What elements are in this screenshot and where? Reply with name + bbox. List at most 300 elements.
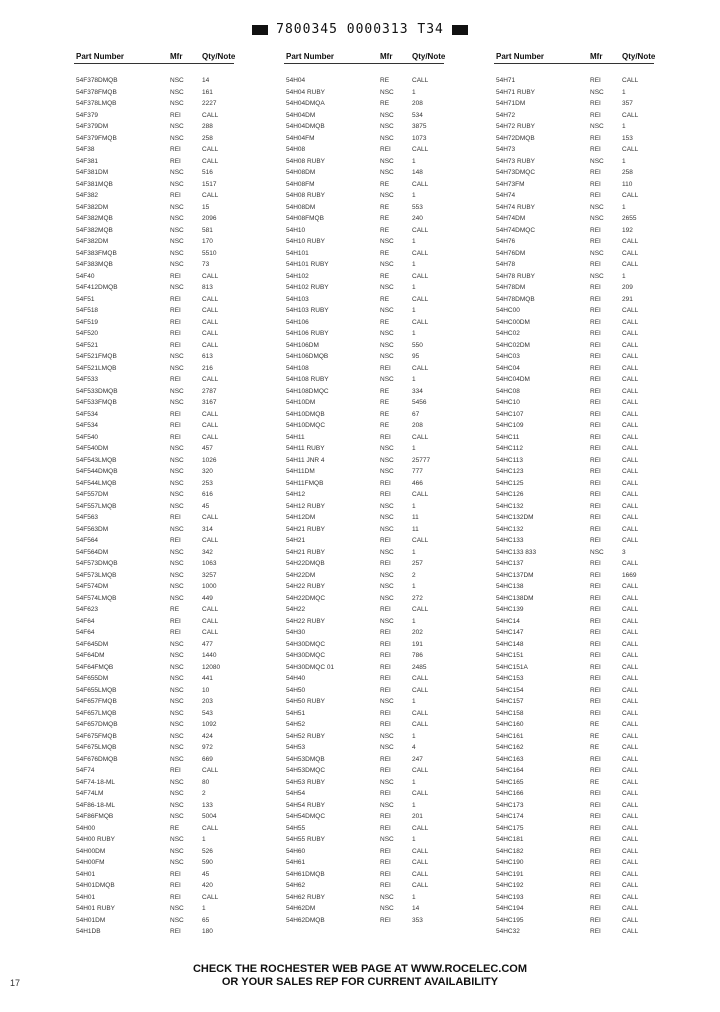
qty-note-cell: 357 bbox=[622, 100, 633, 107]
mfr-cell: NSC bbox=[170, 215, 184, 222]
table-row bbox=[284, 271, 444, 283]
table-row bbox=[494, 777, 654, 789]
mfr-cell: REI bbox=[170, 629, 181, 636]
part-number-cell: 54H12 RUBY bbox=[286, 502, 326, 510]
part-number-cell: 54H62DMQB bbox=[286, 916, 325, 924]
mfr-cell: REI bbox=[380, 709, 391, 717]
part-number-cell: 54H74 RUBY bbox=[496, 203, 536, 211]
part-number-cell: 54HC157 bbox=[496, 698, 524, 705]
mfr-cell: REI bbox=[590, 905, 601, 912]
table-row bbox=[284, 800, 444, 812]
qty-note-cell: CALL bbox=[622, 744, 639, 751]
qty-note-cell: 616 bbox=[202, 491, 213, 498]
table-row bbox=[74, 719, 234, 731]
table-row bbox=[74, 87, 234, 99]
part-number-cell: 54HC133 bbox=[496, 537, 524, 544]
qty-note-cell: CALL bbox=[202, 410, 219, 418]
mfr-cell: REI bbox=[590, 594, 601, 602]
table-row bbox=[284, 294, 444, 306]
table-header bbox=[494, 50, 654, 64]
part-number-cell: 54H73 bbox=[496, 146, 516, 153]
mfr-cell: REI bbox=[590, 284, 601, 291]
mfr-cell: REI bbox=[590, 353, 601, 360]
part-number-cell: 54H76DM bbox=[496, 249, 526, 257]
part-number-cell: 54HC151 bbox=[496, 652, 524, 659]
qty-note-cell: CALL bbox=[412, 226, 429, 234]
mfr-cell: NSC bbox=[170, 123, 184, 130]
qty-note-cell: CALL bbox=[622, 353, 639, 360]
table-row bbox=[74, 75, 234, 87]
part-number-cell: 54F574LMQB bbox=[76, 594, 117, 602]
table-row bbox=[494, 397, 654, 409]
qty-note-cell: CALL bbox=[622, 767, 639, 774]
mfr-cell: REI bbox=[380, 479, 391, 487]
table-row bbox=[494, 236, 654, 248]
table-row bbox=[284, 616, 444, 628]
table-row bbox=[284, 593, 444, 605]
table-row bbox=[74, 926, 234, 938]
qty-note-cell: 1073 bbox=[412, 134, 427, 142]
part-number-cell: 54H78 RUBY bbox=[496, 272, 536, 280]
qty-note-cell: CALL bbox=[412, 77, 429, 84]
part-number-cell: 54H12 bbox=[286, 491, 306, 498]
mfr-cell: NSC bbox=[170, 77, 184, 84]
mfr-cell: RE bbox=[170, 824, 180, 832]
mfr-cell: RE bbox=[380, 180, 390, 188]
table-row bbox=[74, 443, 234, 455]
qty-note-cell: CALL bbox=[412, 249, 429, 257]
qty-note-cell: CALL bbox=[622, 468, 639, 475]
table-row bbox=[494, 581, 654, 593]
qty-note-cell: 73 bbox=[202, 261, 210, 268]
mfr-cell: REI bbox=[380, 767, 391, 774]
part-number-cell: 54HC173 bbox=[496, 801, 524, 809]
mfr-cell: REI bbox=[590, 468, 601, 475]
part-number-cell: 54HC190 bbox=[496, 859, 524, 866]
table-row bbox=[284, 363, 444, 375]
mfr-cell: NSC bbox=[170, 203, 184, 211]
mfr-cell: REI bbox=[590, 537, 601, 544]
qty-note-cell: 1 bbox=[622, 88, 626, 96]
part-number-cell: 54H08 RUBY bbox=[286, 192, 326, 199]
table-row bbox=[284, 524, 444, 536]
qty-note-cell: 1 bbox=[412, 698, 416, 705]
table-row bbox=[494, 685, 654, 697]
qty-note-cell: 1 bbox=[622, 157, 626, 165]
qty-note-cell: 170 bbox=[202, 238, 213, 245]
table-row bbox=[74, 328, 234, 340]
part-number-cell: 54H72DMQB bbox=[496, 134, 535, 142]
mfr-cell: REI bbox=[590, 663, 601, 671]
table-row bbox=[284, 857, 444, 869]
mfr-cell: NSC bbox=[170, 859, 184, 866]
part-number-cell: 54F518 bbox=[76, 307, 99, 314]
qty-note-cell: CALL bbox=[202, 318, 219, 326]
part-number-cell: 54H62 bbox=[286, 882, 306, 889]
part-number-cell: 54F540 bbox=[76, 433, 99, 441]
qty-note-cell: CALL bbox=[412, 721, 429, 728]
mfr-cell: REI bbox=[590, 916, 601, 924]
qty-note-cell: 1 bbox=[412, 583, 416, 590]
table-row bbox=[494, 328, 654, 340]
qty-note-cell: 786 bbox=[412, 652, 423, 659]
qty-note-cell: 95 bbox=[412, 353, 420, 360]
mfr-cell: NSC bbox=[380, 376, 394, 383]
qty-note-cell: 2 bbox=[412, 571, 416, 579]
part-number-cell: 54F382MQB bbox=[76, 226, 113, 234]
part-number-cell: 54HC125 bbox=[496, 479, 524, 487]
qty-note-cell: 1 bbox=[412, 284, 416, 291]
mfr-cell: NSC bbox=[380, 88, 394, 96]
part-number-cell: 54H51 bbox=[286, 709, 306, 717]
table-row bbox=[284, 156, 444, 168]
part-number-cell: 54H10 bbox=[286, 226, 306, 234]
qty-note-cell: 201 bbox=[412, 813, 423, 820]
table-row bbox=[494, 443, 654, 455]
mfr-cell: REI bbox=[170, 111, 181, 119]
part-number-cell: 54F74LM bbox=[76, 790, 104, 797]
part-number-cell: 54F382 bbox=[76, 192, 99, 199]
part-number-cell: 54H62DM bbox=[286, 905, 316, 912]
part-number-cell: 54H108 RUBY bbox=[286, 376, 329, 383]
mfr-cell: REI bbox=[170, 330, 181, 337]
qty-note-cell: CALL bbox=[622, 330, 639, 337]
table-row bbox=[284, 834, 444, 846]
table-row bbox=[74, 593, 234, 605]
qty-note-cell: CALL bbox=[202, 307, 219, 314]
mfr-cell: NSC bbox=[170, 364, 184, 372]
part-number-cell: 54H106 bbox=[286, 318, 309, 326]
mfr-cell: REI bbox=[590, 928, 601, 935]
qty-note-cell: 1 bbox=[412, 376, 416, 383]
qty-note-cell: CALL bbox=[622, 514, 639, 521]
table-row bbox=[74, 558, 234, 570]
part-number-cell: 54F381MQB bbox=[76, 180, 113, 188]
part-number-cell: 54F563DM bbox=[76, 525, 109, 533]
table-row bbox=[494, 110, 654, 122]
part-number-cell: 54F521 bbox=[76, 341, 99, 349]
table-row bbox=[494, 179, 654, 191]
mfr-cell: NSC bbox=[380, 192, 394, 199]
table-row bbox=[74, 788, 234, 800]
mfr-cell: REI bbox=[380, 491, 391, 498]
table-row bbox=[284, 213, 444, 225]
mfr-cell: REI bbox=[590, 422, 601, 429]
table-row bbox=[494, 892, 654, 904]
table-row bbox=[494, 420, 654, 432]
mfr-cell: NSC bbox=[170, 399, 184, 406]
qty-note-cell: 553 bbox=[412, 203, 423, 211]
table-row bbox=[74, 317, 234, 329]
table-row bbox=[494, 374, 654, 386]
part-number-cell: 54F379 bbox=[76, 111, 99, 119]
table-row bbox=[74, 800, 234, 812]
qty-note-cell: CALL bbox=[622, 698, 639, 705]
qty-note-cell: 272 bbox=[412, 594, 423, 602]
table-row bbox=[74, 616, 234, 628]
qty-note-cell: CALL bbox=[412, 675, 429, 682]
table-row bbox=[284, 869, 444, 881]
mfr-cell: RE bbox=[590, 778, 600, 786]
part-number-cell: 54H53 RUBY bbox=[286, 778, 326, 786]
mfr-cell: REI bbox=[590, 698, 601, 705]
table-row bbox=[284, 317, 444, 329]
mfr-cell: NSC bbox=[170, 468, 184, 475]
part-number-cell: 54F675LMQB bbox=[76, 744, 117, 751]
table-row bbox=[74, 225, 234, 237]
part-number-cell: 54F86FMQB bbox=[76, 813, 114, 820]
table-row bbox=[284, 558, 444, 570]
part-number-cell: 54H103 bbox=[286, 295, 309, 303]
part-number-cell: 54F381DM bbox=[76, 169, 109, 176]
qty-note-cell: 192 bbox=[622, 226, 633, 234]
qty-note-cell: 2655 bbox=[622, 215, 637, 222]
part-number-cell: 54H72 bbox=[496, 111, 516, 119]
qty-note-cell: 1 bbox=[412, 445, 416, 452]
part-number-cell: 54H78DM bbox=[496, 284, 526, 291]
qty-note-cell: CALL bbox=[202, 146, 219, 153]
part-number-cell: 54F51 bbox=[76, 295, 95, 303]
table-row bbox=[494, 351, 654, 363]
table-row bbox=[74, 409, 234, 421]
mfr-cell: REI bbox=[590, 146, 601, 153]
table-row bbox=[494, 409, 654, 421]
part-number-cell: 54F40 bbox=[76, 272, 95, 280]
table-row bbox=[74, 363, 234, 375]
table-row bbox=[74, 466, 234, 478]
qty-note-cell: 353 bbox=[412, 916, 423, 924]
qty-note-cell: CALL bbox=[622, 387, 639, 395]
part-number-cell: 54H54 bbox=[286, 790, 306, 797]
part-number-cell: 54HC154 bbox=[496, 686, 524, 694]
part-number-cell: 54H72 RUBY bbox=[496, 123, 536, 130]
qty-note-cell: 2 bbox=[202, 790, 206, 797]
qty-note-cell: CALL bbox=[412, 433, 429, 441]
table-column-3 bbox=[494, 50, 654, 938]
qty-note-cell: CALL bbox=[412, 180, 429, 188]
qty-note-cell: CALL bbox=[622, 893, 639, 901]
part-number-cell: 54F574DM bbox=[76, 583, 109, 590]
mfr-cell: RE bbox=[380, 318, 390, 326]
part-number-cell: 54H106DMQB bbox=[286, 353, 329, 360]
qty-note-cell: 1669 bbox=[622, 571, 637, 579]
mfr-cell: NSC bbox=[170, 709, 184, 717]
table-row bbox=[284, 443, 444, 455]
table-row bbox=[284, 386, 444, 398]
mfr-cell: REI bbox=[380, 824, 391, 832]
part-number-cell: 54F64FMQB bbox=[76, 663, 114, 671]
part-number-cell: 54F657LMQB bbox=[76, 709, 117, 717]
qty-note-cell: 342 bbox=[202, 548, 213, 556]
qty-note-cell: CALL bbox=[622, 594, 639, 602]
mfr-cell: REI bbox=[590, 801, 601, 809]
qty-note-cell: 1517 bbox=[202, 180, 217, 188]
table-row bbox=[494, 133, 654, 145]
part-number-cell: 54H11DM bbox=[286, 468, 315, 475]
qty-note-cell: 208 bbox=[412, 100, 423, 107]
mfr-cell: REI bbox=[170, 617, 181, 625]
part-number-cell: 54H08DM bbox=[286, 203, 316, 211]
part-number-cell: 54HC147 bbox=[496, 629, 524, 636]
table-row bbox=[74, 512, 234, 524]
part-number-cell: 54F564 bbox=[76, 537, 99, 544]
table-row bbox=[494, 547, 654, 559]
table-row bbox=[284, 478, 444, 490]
mfr-cell: NSC bbox=[170, 560, 184, 567]
header-part-number: Part Number bbox=[286, 52, 335, 61]
qty-note-cell: CALL bbox=[622, 778, 639, 786]
mfr-cell: REI bbox=[590, 111, 601, 119]
table-row bbox=[74, 489, 234, 501]
table-row bbox=[284, 466, 444, 478]
qty-note-cell: CALL bbox=[622, 445, 639, 452]
mfr-cell: REI bbox=[380, 560, 391, 567]
qty-note-cell: CALL bbox=[202, 157, 219, 165]
table-row bbox=[74, 823, 234, 835]
part-number-cell: 54F74-18-ML bbox=[76, 778, 116, 786]
table-row bbox=[74, 570, 234, 582]
qty-note-cell: 1440 bbox=[202, 652, 217, 659]
table-row bbox=[494, 75, 654, 87]
table-row bbox=[284, 225, 444, 237]
qty-note-cell: 526 bbox=[202, 847, 213, 855]
mfr-cell: NSC bbox=[170, 721, 184, 728]
table-row bbox=[494, 305, 654, 317]
mfr-cell: REI bbox=[590, 893, 601, 901]
table-row bbox=[74, 834, 234, 846]
part-number-cell: 54HC109 bbox=[496, 422, 524, 429]
part-number-cell: 54H04DMQA bbox=[286, 100, 325, 107]
mfr-cell: REI bbox=[380, 433, 391, 441]
mfr-cell: NSC bbox=[380, 123, 394, 130]
mfr-cell: NSC bbox=[170, 169, 184, 176]
mfr-cell: REI bbox=[590, 629, 601, 636]
table-row bbox=[284, 719, 444, 731]
table-row bbox=[494, 386, 654, 398]
part-number-cell: 54H108 bbox=[286, 364, 309, 372]
part-number-cell: 54F533FMQB bbox=[76, 399, 117, 406]
table-row bbox=[74, 777, 234, 789]
table-row bbox=[74, 133, 234, 145]
qty-note-cell: CALL bbox=[412, 318, 429, 326]
mfr-cell: NSC bbox=[380, 525, 394, 533]
qty-note-cell: 153 bbox=[622, 134, 633, 142]
qty-note-cell: CALL bbox=[202, 514, 219, 521]
mfr-cell: NSC bbox=[170, 847, 184, 855]
table-row bbox=[74, 420, 234, 432]
table-row bbox=[284, 915, 444, 927]
qty-note-cell: 1026 bbox=[202, 456, 217, 464]
part-number-cell: 54H00 RUBY bbox=[76, 836, 116, 843]
mfr-cell: NSC bbox=[170, 663, 184, 671]
part-number-cell: 54H50 RUBY bbox=[286, 698, 326, 705]
mfr-cell: REI bbox=[170, 928, 181, 935]
part-number-cell: 54H76 bbox=[496, 238, 516, 245]
mfr-cell: REI bbox=[590, 376, 601, 383]
part-number-cell: 54HC10 bbox=[496, 399, 520, 406]
table-row bbox=[74, 121, 234, 133]
mfr-cell: REI bbox=[380, 686, 391, 694]
part-number-cell: 54HC138 bbox=[496, 583, 524, 590]
mfr-cell: REI bbox=[590, 364, 601, 372]
part-number-cell: 54F657DMQB bbox=[76, 721, 118, 728]
table-row bbox=[494, 558, 654, 570]
table-row bbox=[284, 167, 444, 179]
table-row bbox=[494, 535, 654, 547]
table-row bbox=[74, 236, 234, 248]
table-row bbox=[494, 719, 654, 731]
table-row bbox=[74, 581, 234, 593]
mfr-cell: REI bbox=[380, 813, 391, 820]
qty-note-cell: 247 bbox=[412, 755, 423, 763]
qty-note-cell: 1 bbox=[412, 617, 416, 625]
mfr-cell: REI bbox=[590, 318, 601, 326]
part-number-cell: 54H01DMQB bbox=[76, 882, 115, 889]
table-row bbox=[284, 489, 444, 501]
qty-note-cell: CALL bbox=[622, 824, 639, 832]
part-number-cell: 54H55 bbox=[286, 824, 306, 832]
part-number-cell: 54H106 RUBY bbox=[286, 330, 329, 337]
qty-note-cell: CALL bbox=[202, 111, 219, 119]
qty-note-cell: CALL bbox=[622, 537, 639, 544]
table-rows bbox=[494, 75, 654, 938]
table-row bbox=[284, 777, 444, 789]
mfr-cell: NSC bbox=[170, 732, 184, 740]
part-number-cell: 54H53DMQB bbox=[286, 755, 325, 763]
part-number-cell: 54F381 bbox=[76, 157, 99, 165]
mfr-cell: REI bbox=[590, 238, 601, 245]
mfr-cell: REI bbox=[170, 422, 181, 429]
table-row bbox=[74, 144, 234, 156]
part-number-cell: 54F534 bbox=[76, 422, 99, 429]
table-row bbox=[74, 673, 234, 685]
table-row bbox=[284, 190, 444, 202]
mfr-cell: REI bbox=[590, 479, 601, 487]
part-number-cell: 54H50 bbox=[286, 686, 306, 694]
table-row bbox=[494, 662, 654, 674]
mfr-cell: NSC bbox=[590, 123, 604, 130]
qty-note-cell: CALL bbox=[622, 859, 639, 866]
table-row bbox=[74, 305, 234, 317]
qty-note-cell: CALL bbox=[622, 640, 639, 648]
mfr-cell: REI bbox=[170, 192, 181, 199]
qty-note-cell: CALL bbox=[622, 502, 639, 510]
table-row bbox=[284, 305, 444, 317]
qty-note-cell: 45 bbox=[202, 870, 210, 878]
qty-note-cell: 203 bbox=[202, 698, 213, 705]
table-row bbox=[74, 179, 234, 191]
part-number-cell: 54HC03 bbox=[496, 353, 520, 360]
table-row bbox=[494, 650, 654, 662]
qty-note-cell: 1 bbox=[412, 801, 416, 809]
part-number-cell: 54HC137DM bbox=[496, 571, 534, 579]
mfr-cell: REI bbox=[170, 410, 181, 418]
mfr-cell: REI bbox=[590, 606, 601, 613]
qty-note-cell: CALL bbox=[622, 905, 639, 912]
qty-note-cell: CALL bbox=[202, 767, 219, 774]
part-number-cell: 54H21 RUBY bbox=[286, 525, 326, 533]
mfr-cell: REI bbox=[380, 146, 391, 153]
mfr-cell: NSC bbox=[380, 514, 394, 521]
qty-note-cell: 543 bbox=[202, 709, 213, 717]
qty-note-cell: CALL bbox=[622, 491, 639, 498]
qty-note-cell: 424 bbox=[202, 732, 213, 740]
mfr-cell: REI bbox=[380, 847, 391, 855]
qty-note-cell: CALL bbox=[412, 537, 429, 544]
part-number-cell: 54H1DB bbox=[76, 928, 101, 935]
part-number-cell: 54F64 bbox=[76, 629, 95, 636]
mfr-cell: NSC bbox=[170, 583, 184, 590]
